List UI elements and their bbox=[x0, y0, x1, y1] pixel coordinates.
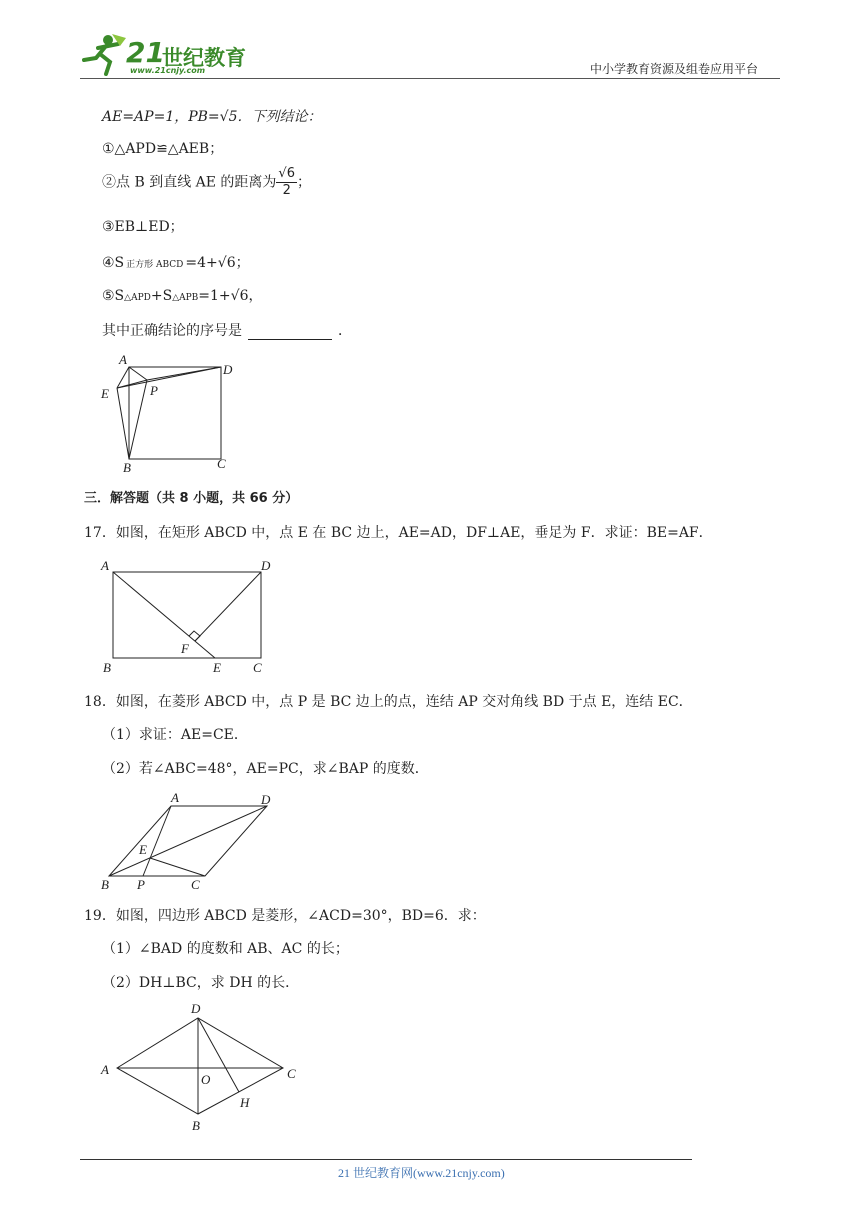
q16-label-a: A bbox=[119, 352, 127, 367]
q16-ask-suffix: ． bbox=[338, 323, 352, 339]
q16-conclusion-5 bbox=[102, 287, 262, 307]
q16-c2-numerator: √6 bbox=[278, 166, 295, 181]
q16-c2-denominator: 2 bbox=[282, 183, 291, 198]
q16-conclusion-2 bbox=[102, 166, 311, 199]
q16-label-e: E bbox=[101, 386, 109, 401]
q16-c2-fraction bbox=[276, 166, 297, 199]
q17-label-c: C bbox=[253, 660, 262, 675]
q16-c5-mid: +S bbox=[150, 288, 173, 304]
q16-conclusion-1: ①△APD≌△AEB； bbox=[102, 141, 224, 157]
section-title: 三．解答题（共 8 小题，共 66 分） bbox=[84, 491, 299, 506]
q19-label-h: H bbox=[240, 1095, 250, 1110]
q19-text: 19．如图，四边形 ABCD 是菱形，∠ACD=30°，BD=6．求： bbox=[84, 908, 486, 924]
q16-c4-suffix: =4+√6； bbox=[185, 255, 250, 271]
q16-c5-s1: ⑤S bbox=[102, 288, 125, 304]
q16-ask-prefix: 其中正确结论的序号是 bbox=[102, 323, 242, 339]
q19-figure bbox=[95, 998, 310, 1136]
logo-number: 21 bbox=[126, 36, 165, 69]
q17-label-d: D bbox=[261, 558, 271, 573]
logo-url: www.21cnjy.com bbox=[130, 66, 206, 75]
q16-c5-sub2: △APB bbox=[172, 293, 199, 303]
q16-c2-suffix: ； bbox=[296, 174, 311, 191]
q16-figure bbox=[95, 350, 245, 475]
q16-c4-subscript: 正方形 ABCD bbox=[126, 260, 184, 270]
q19-label-o: O bbox=[201, 1072, 211, 1087]
header-divider bbox=[80, 78, 780, 79]
q16-c4-prefix: ④S bbox=[102, 255, 125, 271]
q16-label-p: P bbox=[150, 383, 158, 398]
q18-label-b: B bbox=[101, 877, 109, 892]
q18-part-1: （1）求证：AE=CE． bbox=[102, 727, 248, 743]
q16-label-d: D bbox=[223, 362, 233, 377]
q16-label-b: B bbox=[123, 460, 131, 475]
footer-link[interactable]: 21 世纪教育网(www.21cnjy.com) bbox=[338, 1166, 505, 1180]
q16-c2-prefix: ②点 B 到直线 AE 的距离为 bbox=[102, 174, 277, 191]
q16-c5-suffix: =1+√6， bbox=[198, 288, 263, 304]
q18-text: 18．如图，在菱形 ABCD 中，点 P 是 BC 边上的点，连结 AP 交对角线 BD 于点 E，连结 EC． bbox=[84, 694, 693, 710]
answer-blank[interactable] bbox=[248, 325, 332, 340]
q19-label-b: B bbox=[192, 1118, 200, 1133]
q17-text: 17．如图，在矩形 ABCD 中，点 E 在 BC 边上，AE=AD，DF⊥AE，垂足为 F．求证：BE=AF． bbox=[84, 525, 713, 541]
site-logo bbox=[78, 32, 248, 76]
footer-divider bbox=[80, 1159, 692, 1160]
q18-label-a: A bbox=[171, 790, 179, 805]
q19-part-1: （1）∠BAD 的度数和 AB、AC 的长； bbox=[102, 941, 349, 957]
q16-question bbox=[102, 322, 352, 340]
q19-label-d: D bbox=[191, 1001, 201, 1016]
q18-label-d: D bbox=[261, 792, 271, 807]
q16-conclusion-3: ③EB⊥ED； bbox=[102, 219, 184, 235]
platform-name: 中小学教育资源及组卷应用平台 bbox=[590, 62, 759, 76]
q19-label-a: A bbox=[101, 1062, 109, 1077]
q16-condition: AE=AP=1，PB=√5．下列结论： bbox=[102, 109, 322, 125]
q19-part-2: （2）DH⊥BC，求 DH 的长． bbox=[102, 975, 300, 991]
q16-conclusion-4 bbox=[102, 254, 250, 274]
q16-label-c: C bbox=[217, 456, 226, 471]
logo-title: 世纪教育 bbox=[162, 46, 246, 70]
q17-label-a: A bbox=[101, 558, 109, 573]
q18-label-c: C bbox=[191, 877, 200, 892]
q17-label-f: F bbox=[181, 641, 189, 656]
q17-label-e: E bbox=[213, 660, 221, 675]
q18-figure bbox=[95, 790, 285, 892]
q18-label-e: E bbox=[139, 842, 147, 857]
q17-label-b: B bbox=[103, 660, 111, 675]
runner-logo-icon bbox=[78, 32, 128, 76]
q18-part-2: （2）若∠ABC=48°，AE=PC，求∠BAP 的度数． bbox=[102, 761, 429, 777]
q18-label-p: P bbox=[137, 877, 145, 892]
q17-figure bbox=[95, 556, 280, 678]
q16-c5-sub1: △APD bbox=[124, 293, 151, 303]
q19-label-c: C bbox=[287, 1066, 296, 1081]
